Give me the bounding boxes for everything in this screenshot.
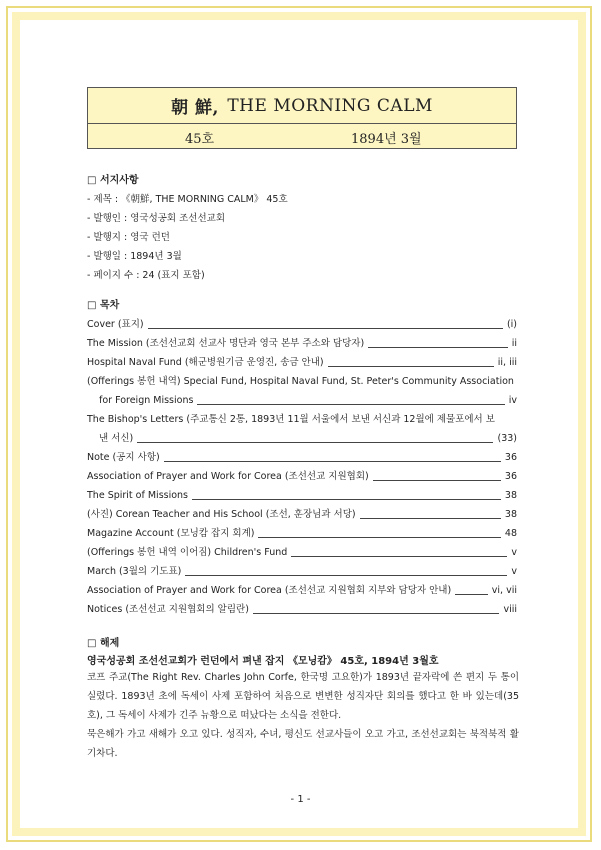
- toc-label: Notices (조선선교 지원협회의 알림란): [87, 604, 249, 615]
- toc-leader: [368, 347, 508, 348]
- toc-page: ii, iii: [497, 357, 517, 368]
- bibliography-item: - 제목 : 《朝鮮, THE MORNING CALM》 45호: [87, 194, 288, 205]
- explanation-paragraph: 묵은해가 가고 새해가 오고 있다. 성직자, 수녀, 평신도 선교사들이 오고 가고, 조선선교회는 북적북적 활기차다.: [87, 729, 519, 759]
- toc-item: [87, 467, 517, 486]
- toc-page: 38: [504, 490, 517, 501]
- toc-label: Association of Prayer and Work for Corea (조선선교 지원협회 지부와 담당자 안내): [87, 585, 452, 596]
- toc-leader: [137, 442, 493, 443]
- toc-label-line: The Bishop's Letters (주교통신 2통, 1893년 11월 서울에서 보낸 서신과 12월에 제물포에서 보: [87, 414, 495, 425]
- toc-page: v: [511, 566, 517, 577]
- toc-label: Note (공지 사항): [87, 452, 160, 463]
- explanation-heading: [87, 634, 119, 649]
- explanation-subtitle: 영국성공회 조선선교회가 런던에서 펴낸 잡지 《모닝캄》 45호, 1894년 3월호: [87, 656, 439, 667]
- bibliography-item: - 발행지 : 영국 런던: [87, 232, 170, 243]
- toc-leader: [360, 518, 501, 519]
- toc-item: [87, 448, 517, 467]
- toc-label: 낸 서신): [99, 433, 134, 444]
- toc-page: ii: [511, 338, 517, 349]
- toc-item: [87, 486, 517, 505]
- magazine-title: [88, 88, 516, 124]
- checkbox-square-icon: □: [87, 300, 97, 311]
- toc-label: The Spirit of Missions: [87, 490, 189, 501]
- toc-leader: [455, 594, 488, 595]
- toc-item: [87, 334, 517, 353]
- toc-item: [87, 353, 517, 372]
- toc-page: 36: [504, 471, 517, 482]
- toc-item: [87, 505, 517, 524]
- toc-leader: [291, 556, 507, 557]
- toc-leader: [197, 404, 504, 405]
- toc-item: [87, 391, 517, 410]
- toc-label: Magazine Account (모닝캄 잡지 회계): [87, 528, 255, 539]
- bibliography-item: - 페이지 수 : 24 (표지 포함): [87, 270, 205, 281]
- toc-item: [87, 315, 517, 334]
- page-number: - 1 -: [290, 794, 311, 805]
- toc-label-line: (Offerings 봉헌 내역) Special Fund, Hospital Naval Fund, St. Peter's Community Association: [87, 376, 514, 387]
- toc-leader: [164, 461, 501, 462]
- bibliography-item: - 발행인 : 영국성공회 조선선교회: [87, 213, 226, 224]
- toc-label: Hospital Naval Fund (해군병원기금 운영진, 송금 안내): [87, 357, 324, 368]
- toc-page: iv: [508, 395, 517, 406]
- toc-item: [87, 543, 517, 562]
- toc-label: for Foreign Missions: [99, 395, 194, 406]
- bibliography-list: [87, 190, 288, 285]
- title-hanja: 朝 鮮,: [171, 98, 219, 118]
- toc-heading-text: 목차: [99, 300, 120, 311]
- checkbox-square-icon: □: [87, 175, 97, 186]
- issue-date: 1894년 3월: [351, 132, 422, 147]
- toc-item: [87, 600, 517, 619]
- toc-label: March (3월의 기도표): [87, 566, 182, 577]
- table-of-contents: [87, 315, 517, 619]
- toc-page: viii: [503, 604, 517, 615]
- checkbox-square-icon: □: [87, 638, 97, 649]
- toc-label: Association of Prayer and Work for Corea (조선선교 지원협회): [87, 471, 369, 482]
- explanation-body: [87, 668, 519, 763]
- issue-number: 45호: [185, 132, 215, 147]
- bibliography-heading-text: 서지사항: [99, 175, 139, 186]
- toc-leader: [328, 366, 494, 367]
- toc-leader: [258, 537, 500, 538]
- toc-page: 48: [504, 528, 517, 539]
- toc-leader: [185, 575, 507, 576]
- toc-page: vi, vii: [491, 585, 517, 596]
- explanation-heading-text: 해제: [99, 638, 120, 649]
- toc-page: 38: [504, 509, 517, 520]
- issue-row: [88, 124, 516, 148]
- toc-label: (Offerings 봉헌 내역 이어짐) Children's Fund: [87, 547, 288, 558]
- bibliography-heading: [87, 171, 139, 186]
- toc-label: Cover (표지): [87, 319, 144, 330]
- toc-leader: [192, 499, 501, 500]
- toc-label: The Mission (조선선교회 선교사 명단과 영국 본부 주소와 담당자): [87, 338, 365, 349]
- title-english: THE MORNING CALM: [227, 95, 433, 116]
- explanation-paragraph: 코프 주교(The Right Rev. Charles John Corfe, 한국명 고요한)가 1893년 끝자락에 쓴 편지 두 통이 실렸다. 1893년 초에 독세이 사제 포함하여 처음으로 변변한 성직자단 회의를 했다고 한 바 있는데(35호), 그 독세이 사제가 긴주 뉴황으로 떠났다는 소식을 전한다.: [87, 672, 519, 721]
- toc-page: (33): [497, 433, 517, 444]
- toc-page: (i): [506, 319, 517, 330]
- toc-item: [87, 429, 517, 448]
- toc-item: [87, 562, 517, 581]
- toc-heading: [87, 296, 119, 311]
- toc-leader: [253, 613, 500, 614]
- toc-page: v: [511, 547, 517, 558]
- toc-leader: [148, 328, 503, 329]
- toc-item: [87, 524, 517, 543]
- toc-item: [87, 581, 517, 600]
- toc-leader: [373, 480, 501, 481]
- title-box: [87, 87, 517, 149]
- toc-label: (사진) Corean Teacher and His School (조선, 훈장님과 서당): [87, 509, 356, 520]
- bibliography-item: - 발행일 : 1894년 3월: [87, 251, 182, 262]
- toc-page: 36: [504, 452, 517, 463]
